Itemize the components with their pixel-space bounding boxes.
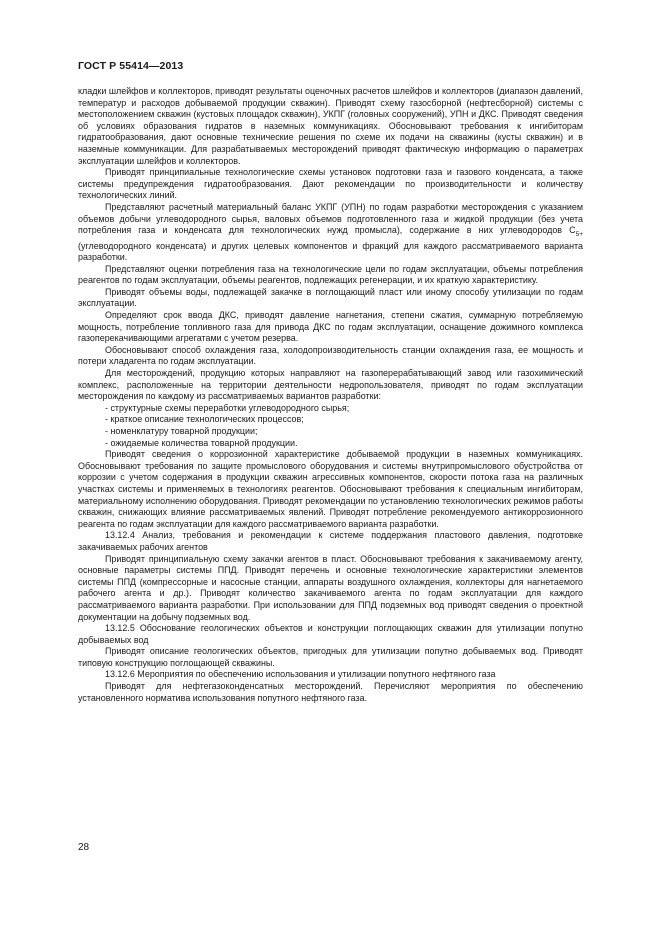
paragraph: Приводят сведения о коррозионной характеристике добываемой продукции в наземных коммуникациях. Обосновывают требования по защите промыслового оборудования и системы внутрипромыслового обустройства от коррозии с учетом содержания в продукции скважин агрессивных компонентов, скорости потока газа на различных участках системы и применяемых в технологиях реагентов. Обосновывают требования к специальным ингибиторам, материальному исполнению оборудования. Приводят рекомендации по установлению технологических режимов работы скважин, снижающих влияние рассматриваемых явлений. Приводят потребление рекомендуемого антикоррозионного реагента по годам эксплуатации для каждого рассматриваемого варианта разработки. (78, 449, 583, 529)
paragraph: Приводят объемы воды, подлежащей закачке в поглощающий пласт или иному способу утилизации по годам эксплуатации. (78, 286, 583, 309)
subscript: 5+ (575, 230, 583, 238)
page-number: 28 (78, 842, 90, 853)
paragraph: Представляют оценки потребления газа на технологические цели по годам эксплуатации, объемы потребления реагентов по годам эксплуатации, объемы реагентов, подлежащих регенерации, и их краткую характеристику. (78, 263, 583, 286)
bullet-list (78, 403, 583, 449)
list-item: - краткое описание технологических процессов; (105, 414, 304, 425)
document-body (78, 86, 583, 704)
paragraph (78, 202, 583, 264)
list-item: - ожидаемые количества товарной продукции. (105, 437, 298, 448)
paragraph: Приводят принципиальную схему закачки агентов в пласт. Обосновывают требования к закачиваемому агенту, основные параметры системы ППД. Приводят перечень и основные технологические характеристики элементов системы ППД (компрессорные и насосные станции, аппараты воздушного охлаждения, коллекторы для нагнетаемого рабочего агента и др.). Приводят количество закачиваемого агента по годам эксплуатации для каждого рассматриваемого варианта разработки. При использовании для ППД подземных вод приводят сведения о проектной документации на добычу подземных вод. (78, 553, 583, 622)
paragraph-text-tail: (углеводородного конденсата) и других целевых компонентов и фракций для каждого рассматриваемого варианта разработки. (78, 240, 583, 263)
paragraph: Приводят для нефтегазоконденсатных месторождений. Перечисляют мероприятия по обеспечению установленного норматива использования попутного нефтяного газа. (78, 681, 583, 703)
list-item: - структурные схемы переработки углеводородного сырья; (105, 402, 350, 413)
section-heading-13-12-6: 13.12.6 Мероприятия по обеспечению использования и утилизации попутного нефтяного газа (105, 669, 496, 680)
section-heading-13-12-5: 13.12.5 Обоснование геологических объектов и конструкции поглощающих скважин для утилизации попутно добываемых вод (78, 623, 583, 645)
paragraph: Определяют срок ввода ДКС, приводят давление нагнетания, степени сжатия, суммарную потребляемую мощность, потребление топливного газа для привода ДКС по годам эксплуатации, оснащение дожимного комплекса газоперекачивающими агрегатами с учетом резерва. (78, 310, 583, 344)
paragraph: Для месторождений, продукцию которых направляют на газоперерабатывающий завод или газохимический комплекс, расположенные на территории деятельности недропользователя, приводят по годам эксплуатации месторождения по каждому из рассматриваемых вариантов разработки: (78, 368, 583, 402)
list-item: - номенклатуру товарной продукции; (105, 426, 258, 436)
paragraph: Приводят описание геологических объектов, пригодных для утилизации попутно добываемых вод. Приводят типовую конструкцию поглощающей скважины. (78, 646, 583, 668)
paragraph-text: Представляют расчетный материальный баланс УКПГ (УПН) по годам разработки месторождения с указанием объемов добычи углеводородного сырья, валовых объемов подготовленного газа и жидкой продукции (без учета потребления газа и конденсата для технологических нужд промысла), содержание в них углеводородов С (78, 201, 583, 236)
section-heading-13-12-4: 13.12.4 Анализ, требования и рекомендации к системе поддержания пластового давления, подготовке закачиваемых рабочих агентов (78, 530, 583, 552)
paragraph: кладки шлейфов и коллекторов, приводят результаты оценочных расчетов шлейфов и коллекторов (диапазон давлений, температур и расходов добываемой продукции скважин). Приводят схему газосборной (нефтесборной) системы с местоположением скважин (кустовых площадок скважин), УКПГ (головных сооружений), УПН и ДКС. Приводят сведения об условиях образования гидратов в наземных коммуникациях. Обосновывают требования к ингибиторам гидратообразования, дают основные технические решения по схеме их подачи на скважины (кусты скважин) и в наземные коммуникации. Для разрабатываемых месторождений приводят фактическую информацию о параметрах эксплуатации шлейфов и коллекторов. (78, 86, 583, 166)
paragraph: Приводят принципиальные технологические схемы установок подготовки газа и газового конденсата, а также системы предупреждения гидратообразования. Дают рекомендации по производительности и количеству технологических линий. (78, 167, 583, 201)
document-header: ГОСТ Р 55414—2013 (78, 60, 184, 72)
paragraph: Обосновывают способ охлаждения газа, холодопроизводительность станции охлаждения газа, ее мощность и потери хладагента по годам эксплуатации. (78, 344, 583, 367)
